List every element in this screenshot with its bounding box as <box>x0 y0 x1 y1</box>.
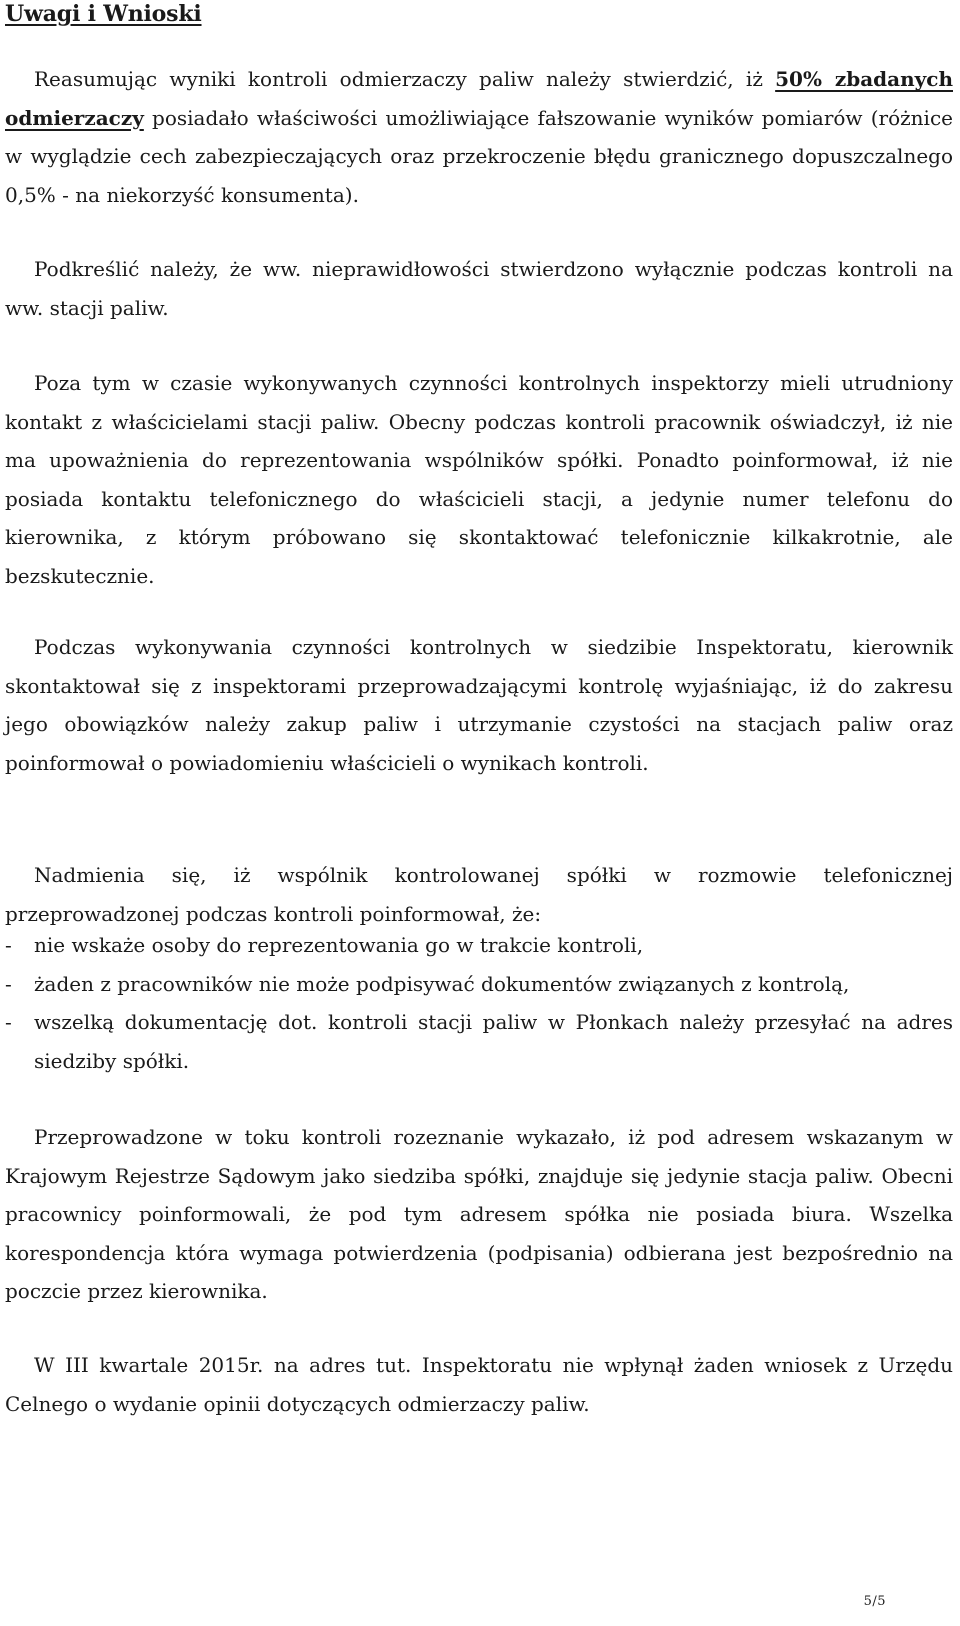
list-dash: - <box>5 933 12 957</box>
list-item-text: nie wskaże osoby do reprezentowania go w trakcie kontroli, <box>34 933 644 957</box>
summary-tail-text: posiadało właściwości umożliwiające fałszowanie wyników pomiarów (różnice w wyglądzie cech zabezpieczających oraz przekroczenie błędu granicznego dopuszczalnego 0,5% - na niekorzyść konsumenta). <box>5 105 953 207</box>
contact-paragraph: Poza tym w czasie wykonywanych czynności kontrolnych inspektorzy mieli utrudniony kontakt z właścicielami stacji paliw. Obecny podczas kontroli pracownik oświadczył, iż nie ma upoważnienia do reprezentowania wspólników spółki. Ponadto poinformował, iż nie posiada kontaktu telefonicznego do właścicieli stacji, a jedynie numer telefonu do kierownika, z którym próbowano się skontaktować telefonicznie kilkakrotnie, ale bezskutecznie. <box>5 371 953 588</box>
list-item <box>5 965 953 1004</box>
summary-highlight-text: 50% zbadanych odmierzaczy <box>5 67 953 130</box>
survey-paragraph: Przeprowadzone w toku kontroli rozeznanie wykazało, iż pod adresem wskazanym w Krajowym Rejestrze Sądowym jako siedziba spółki, znajduje się jedynie stacja paliw. Obecni pracownicy poinformowali, że pod tym adresem spółka nie posiada biura. Wszelka korespondencja która wymaga potwierdzenia (podpisania) odbierana jest bezpośrednio na poczcie przez kierownika. <box>5 1125 953 1303</box>
mention-paragraph: Nadmienia się, iż wspólnik kontrolowanej spółki w rozmowie telefonicznej przeprowadzonej podczas kontroli poinformował, że: <box>5 863 953 926</box>
quarter-paragraph: W III kwartale 2015r. na adres tut. Inspektoratu nie wpłynął żaden wniosek z Urzędu Celnego o wydanie opinii dotyczących odmierzaczy paliw. <box>5 1353 953 1416</box>
list-item <box>5 926 953 965</box>
summary-paragraph <box>5 60 953 214</box>
statement-list <box>5 926 953 1080</box>
summary-lead-text: Reasumując wyniki kontroli odmierzaczy paliw należy stwierdzić, iż <box>34 67 776 91</box>
list-item <box>5 1003 953 1080</box>
list-dash: - <box>5 1010 12 1034</box>
list-item-text: żaden z pracowników nie może podpisywać dokumentów związanych z kontrolą, <box>34 971 850 996</box>
section-heading: Uwagi i Wnioski <box>5 1 202 27</box>
emphasis-paragraph: Podkreślić należy, że ww. nieprawidłowości stwierdzono wyłącznie podczas kontroli na ww. stacji paliw. <box>5 257 953 320</box>
list-item-text: wszelką dokumentację dot. kontroli stacji paliw w Płonkach należy przesyłać na adres siedziby spółki. <box>34 1010 953 1073</box>
explanation-paragraph: Podczas wykonywania czynności kontrolnych w siedzibie Inspektoratu, kierownik skontaktował się z inspektorami przeprowadzającymi kontrolę wyjaśniając, iż do zakresu jego obowiązków należy zakup paliw i utrzymanie czystości na stacjach paliw oraz poinformował o powiadomieniu właścicieli o wynikach kontroli. <box>5 635 953 775</box>
page-number: 5/5 <box>863 1594 886 1609</box>
list-dash: - <box>5 971 12 996</box>
